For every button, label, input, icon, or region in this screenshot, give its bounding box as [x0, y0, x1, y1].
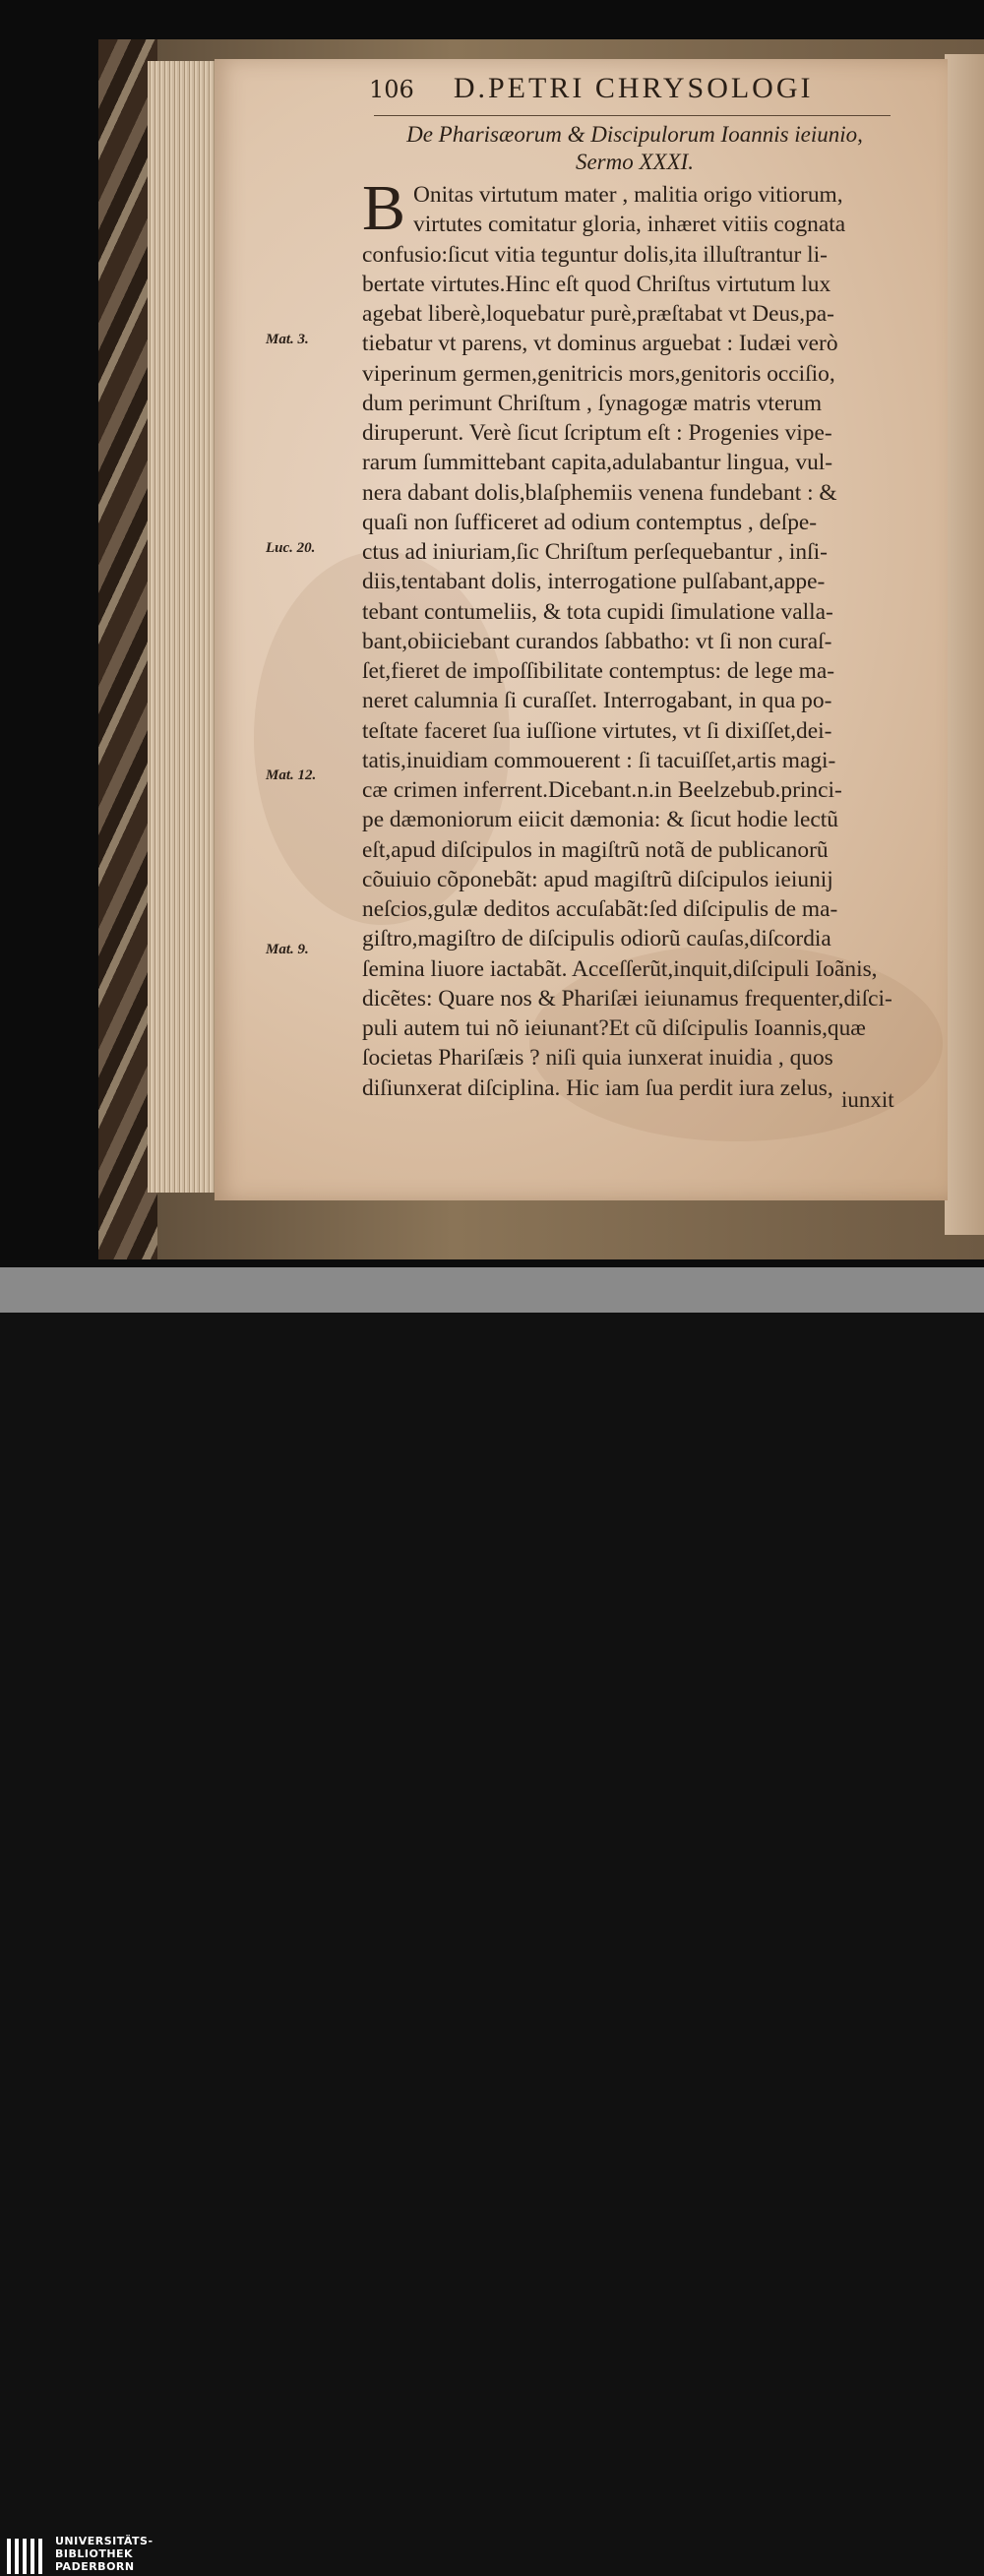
library-logo-icon: [5, 2537, 46, 2576]
footer-bar: [0, 1267, 984, 2573]
text-line: ſemina liuore iactabãt. Acceſſerũt,inquit,diſcipuli Ioãnis,: [362, 955, 878, 982]
drop-cap: B: [362, 172, 406, 244]
text-line: quaſi non ſufficeret ad odium contemptus , deſpe-: [362, 509, 818, 535]
margin-note: Mat. 3.: [266, 332, 309, 347]
page-number: 106: [369, 76, 414, 103]
text-line: diſiunxerat diſciplina. Hic iam ſua perdit iura zelus,: [362, 1074, 833, 1101]
text-line: eſt,apud diſcipulos in magiſtrũ notã de publicanorũ: [362, 836, 829, 863]
scan-image: [0, 0, 984, 1267]
header-rule: [374, 115, 891, 116]
text-line: neret calumnia ſi curaſſet. Interrogabant, in qua po-: [362, 688, 832, 714]
text-line: dicẽtes: Quare nos & Phariſæi ieiunamus frequenter,diſci-: [362, 985, 892, 1012]
margin-note: Mat. 12.: [266, 767, 317, 783]
text-line: puli autem tui nõ ieiunant?Et cũ diſcipulis Ioannis,quæ: [362, 1015, 866, 1041]
text-line: bant,obiiciebant curandos ſabbatho: vt ſi non curaſ-: [362, 628, 832, 654]
catchword: iunxit: [841, 1087, 894, 1112]
text-line: confusio:ſicut vitia teguntur dolis,ita illuſtrantur li-: [362, 241, 828, 268]
text-line: nera dabant dolis,blaſphemiis venena fundebant : &: [362, 479, 837, 506]
title-line: De Pharisæorum & Discipulorum Ioannis ieiunio,: [406, 122, 863, 147]
text-line: teſtate faceret ſua iuſſione virtutes, vt ſi dixiſſet,dei-: [362, 717, 832, 744]
text-line: tebant contumeliis, & tota cupidi ſimulatione valla-: [362, 598, 833, 625]
text-line: Onitas virtutum mater , malitia origo vitiorum,: [413, 182, 843, 208]
text-line: ctus ad iniuriam,ſic Chriſtum perſequebantur , inſi-: [362, 539, 828, 565]
logo-line: PADERBORN: [55, 2560, 135, 2573]
logo-line: UNIVERSITÄTS-: [55, 2535, 154, 2547]
text-line: agebat liberè,loquebatur purè,præſtabat vt Deus,pa-: [362, 301, 834, 327]
page-edges: [148, 61, 216, 1193]
text-line: giſtro,magiſtro de diſcipulis odiorũ cauſas,diſcordia: [362, 926, 831, 952]
text-line: diis,tentabant dolis, interrogatione pulſabant,appe-: [362, 569, 826, 595]
text-line: cæ crimen inferrent.Dicebant.n.in Beelzebub.princi-: [362, 777, 842, 803]
text-line: ſocietas Phariſæis ? niſi quia iunxerat inuidia , quos: [362, 1045, 833, 1072]
text-line: viperinum germen,genitricis mors,genitoris occiſio,: [362, 360, 835, 387]
facing-page-edge: [945, 54, 984, 1235]
margin-note: Mat. 9.: [266, 942, 309, 957]
text-line: virtutes comitatur gloria, inhæret vitiis cognata: [413, 212, 846, 238]
logo-line: BIBLIOTHEK: [55, 2547, 134, 2560]
library-name: [55, 2535, 154, 2573]
running-head: D.PETRI CHRYSOLOGI: [453, 72, 814, 104]
text-line: pe dæmoniorum eiicit dæmonia: & ſicut hodie lectũ: [362, 807, 838, 833]
text-line: rarum ſummittebant capita,adulabantur lingua, vul-: [362, 450, 833, 476]
margin-note: Luc. 20.: [266, 540, 316, 556]
text-line: tiebatur vt parens, vt dominus arguebat : Iudæi verò: [362, 331, 838, 357]
text-line: tatis,inuidiam commouerent : ſi tacuiſſet,artis magi-: [362, 747, 836, 773]
text-line: bertate virtutes.Hinc eſt quod Chriſtus virtutum lux: [362, 271, 831, 297]
text-line: cõuiuio cõponebãt: apud magiſtrũ diſcipulos ieiunij: [362, 866, 833, 892]
text-line: neſcios,gulæ deditos accuſabãt:ſed diſcipulis de ma-: [362, 896, 838, 922]
title-line: Sermo XXXI.: [575, 150, 695, 174]
sermon-title: [374, 121, 895, 176]
text-line: diruperunt. Verè ſicut ſcriptum eſt : Progenies vipe-: [362, 420, 832, 446]
text-line: dum perimunt Chriſtum , ſynagogæ matris vterum: [362, 390, 823, 416]
body-text: [362, 172, 913, 1103]
text-line: ſet,fieret de impoſſibilitate contemptus: de lege ma-: [362, 658, 834, 684]
running-header: [369, 72, 891, 111]
